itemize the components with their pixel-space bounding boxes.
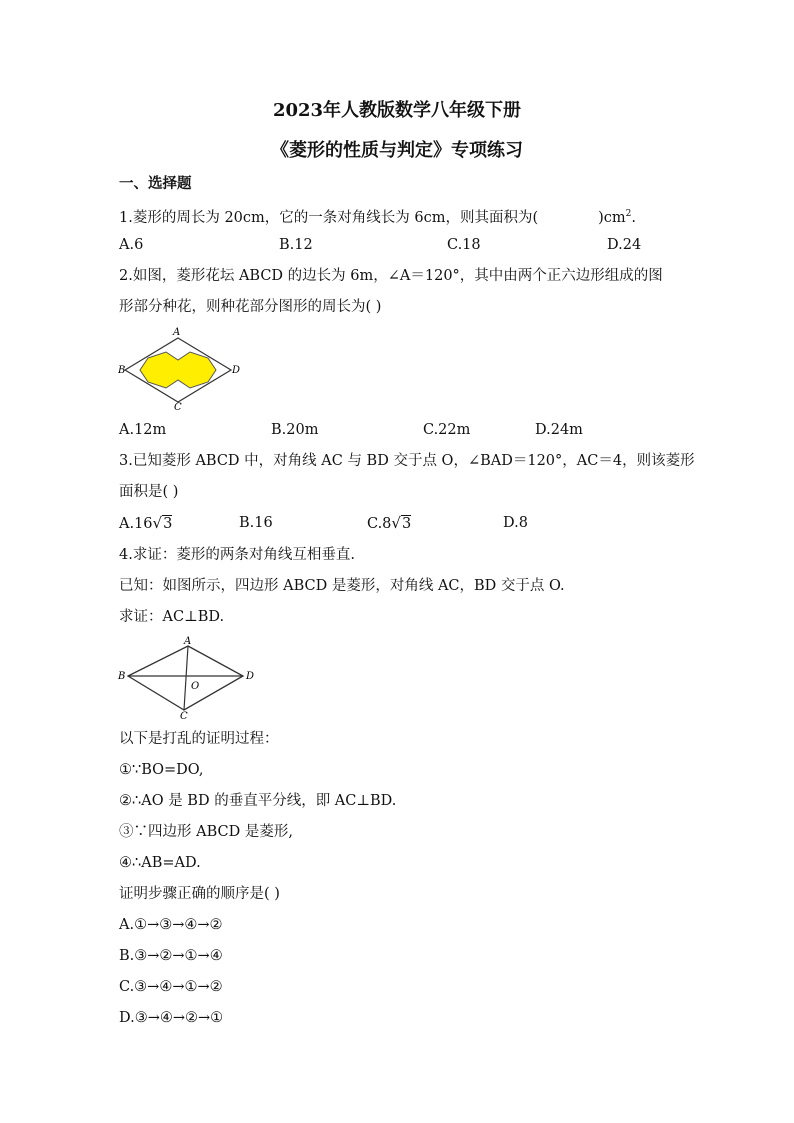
- q4-step-4: ④∴AB=AD.: [119, 855, 201, 871]
- q4-step-2: ②∴AO 是 BD 的垂直平分线，即 AC⊥BD.: [119, 793, 397, 809]
- q3-line1: 3.已知菱形 ABCD 中，对角线 AC 与 BD 交于点 O，∠BAD＝120°，AC＝4，则该菱形: [119, 453, 695, 469]
- q4-option-c: C.③→④→①→②: [119, 979, 223, 995]
- q2-line1: 2.如图，菱形花坛 ABCD 的边长为 6m，∠A＝120°，其中由两个正六边形组成的图: [119, 268, 663, 284]
- q3-option-c-prefix: C.8: [367, 516, 392, 532]
- q4-option-a: A.①→③→④→②: [119, 917, 223, 933]
- q4-step-3: ③∵四边形 ABCD 是菱形,: [119, 824, 293, 840]
- q1-stem-a: 1.菱形的周长为 20cm，它的一条对角线长为 6cm，则其面积为(: [119, 209, 539, 226]
- q4-given: 已知：如图所示，四边形 ABCD 是菱形，对角线 AC，BD 交于点 O.: [119, 578, 565, 594]
- q2-option-a: A.12m: [119, 422, 167, 438]
- q1-option-d: D.24: [607, 237, 642, 253]
- q4-diagonal-AC: [184, 646, 188, 710]
- q3-option-b: B.16: [239, 515, 273, 531]
- q3-line2: 面积是( ): [119, 484, 179, 500]
- section-heading: 一、选择题: [119, 175, 192, 192]
- q2-hexagon-flowerbed: [140, 352, 216, 388]
- q4-label-A: A: [184, 636, 192, 647]
- q3-option-c: C.8√3: [367, 514, 412, 532]
- q2-option-d: D.24m: [535, 422, 583, 438]
- q4-intro: 以下是打乱的证明过程：: [119, 731, 279, 747]
- q4-step-1: ①∵BO=DO,: [119, 762, 204, 778]
- q4-prove: 求证：AC⊥BD.: [119, 609, 225, 625]
- q3-option-a: A.16√3: [119, 514, 173, 532]
- document-title: 2023年人教版数学八年级下册: [272, 100, 522, 121]
- q4-line1: 4.求证：菱形的两条对角线互相垂直.: [119, 547, 355, 563]
- q1-stem: [119, 204, 636, 228]
- q3-option-c-radicand: 3: [401, 516, 412, 532]
- q1-stem-b: )cm: [598, 209, 626, 226]
- q1-stem-sup: 2: [625, 209, 632, 219]
- document-subtitle: 《菱形的性质与判定》专项练习: [271, 140, 523, 161]
- q4-label-B: B: [118, 671, 126, 682]
- q4-label-O: O: [191, 681, 200, 692]
- q1-option-b: B.12: [279, 237, 313, 253]
- q2-line2: 形部分种花，则种花部分图形的周长为( ): [119, 299, 382, 315]
- q2-rhombus-figure: [118, 326, 248, 412]
- q4-rhombus-figure: [116, 634, 262, 720]
- q2-label-C: C: [174, 402, 182, 412]
- q2-label-B: B: [118, 365, 126, 376]
- q2-option-b: B.20m: [271, 422, 319, 438]
- q4-option-b: B.③→②→①→④: [119, 948, 223, 964]
- q4-option-d: D.③→④→②→①: [119, 1010, 224, 1026]
- q2-label-A: A: [173, 327, 181, 338]
- q4-question: 证明步骤正确的顺序是( ): [119, 886, 280, 902]
- q4-label-C: C: [180, 711, 188, 720]
- q4-label-D: D: [246, 671, 255, 682]
- q2-option-c: C.22m: [423, 422, 471, 438]
- q3-option-d: D.8: [503, 515, 528, 531]
- q3-option-a-radicand: 3: [163, 516, 173, 532]
- q1-option-c: C.18: [447, 237, 481, 253]
- q1-stem-c: .: [631, 209, 636, 226]
- q2-label-D: D: [232, 365, 241, 376]
- q3-option-a-prefix: A.16: [119, 516, 153, 532]
- q1-option-a: A.6: [119, 237, 144, 253]
